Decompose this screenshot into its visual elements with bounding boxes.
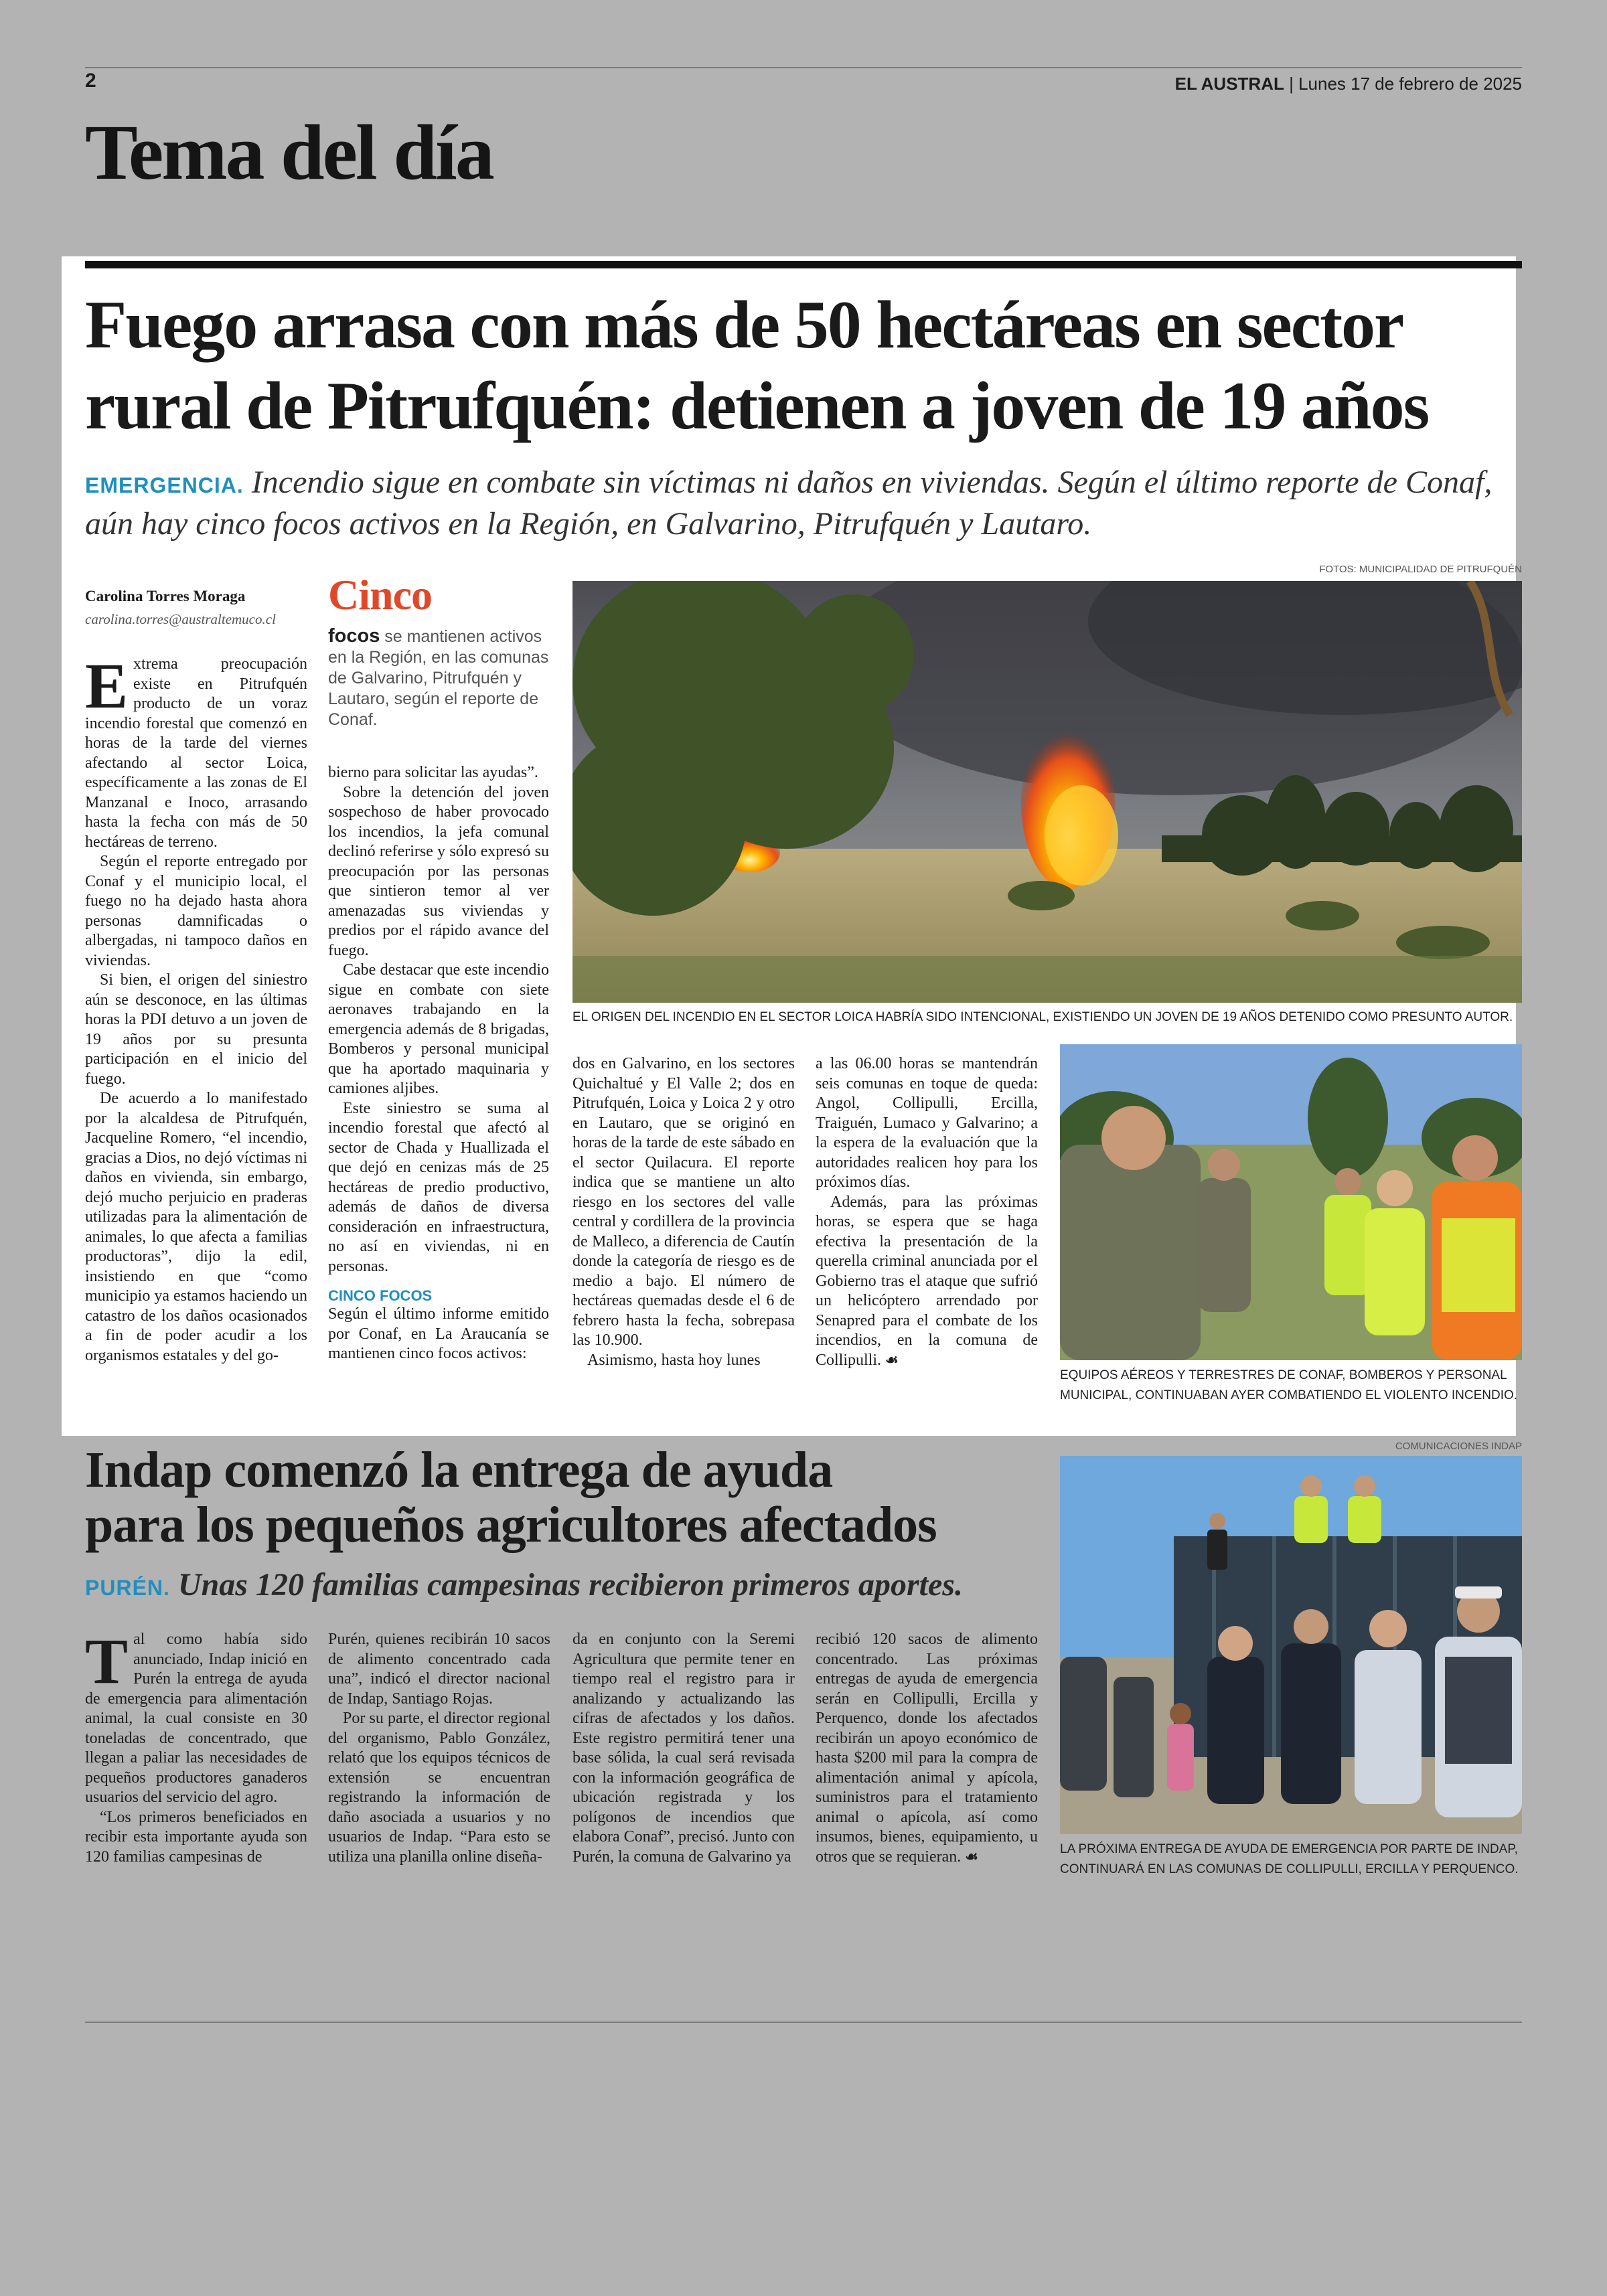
- paragraph: Tal como había sido anunciado, Indap inició en Purén la entrega de ayuda de emergencia para alimentación animal, la cual consiste en 30 toneladas de concentrado, que llegan a paliar las necesidades de pequeños productores ganaderos usuarios del servicio del agro.: [85, 1625, 307, 1806]
- indap-photo-illustration: [1060, 1456, 1522, 1834]
- author-email: carolina.torres@australtemuco.cl: [85, 611, 276, 627]
- section-title: Tema del día: [85, 108, 493, 196]
- indap-photo: [1060, 1456, 1522, 1834]
- second-column-2: [328, 1630, 550, 1867]
- end-mark-icon: ☙: [885, 1351, 899, 1368]
- headline-line-1: Fuego arrasa con más de 50 hectáreas en sector: [85, 287, 1403, 363]
- headline-rule: [85, 261, 1522, 268]
- page-number: 2: [85, 70, 96, 92]
- paragraph: Extrema preocupación existe en Pitrufquén producto de un voraz incendio forestal que comenzó en horas de la tarde del viernes afectando al sector Loica, específicamente a las zonas de El Manzanal e Inoco, arrasando hasta la fecha con más de 50 hectáreas de terreno.: [85, 650, 307, 851]
- fire-photo: [572, 581, 1522, 1003]
- paragraph: Si bien, el origen del siniestro aún se desconoce, en las últimas horas la PDI detuvo a un joven de 19 años por su presunta participación en el inicio del fuego.: [85, 971, 307, 1088]
- bottom-rule: [85, 2022, 1522, 2023]
- fire-photo-illustration: [572, 581, 1522, 1003]
- paragraph: Este siniestro se suma al incendio forestal que afectó al sector de Chada y Huallizada el que dejó en cenizas más de 25 hectáreas de predio productivo, además de daños de diversa consideración en infraestructura, no así en viviendas, ni en personas.: [328, 1099, 549, 1275]
- paragraph: Además, para las próximas horas, se espera que se haga efectiva la presentación de la querella criminal anunciada por el Gobierno tras el ataque que sufrió un helicóptero arrendado por Senapred para el combate de los incendios, en la comuna de Collipulli. ☙: [816, 1193, 1038, 1369]
- indap-photo-caption: LA PRÓXIMA ENTREGA DE AYUDA DE EMERGENCIA POR PARTE DE INDAP, CONTINUARÁ EN LAS COMUNAS DE COLLIPULLI, ERCILLA Y PERQUENCO.: [1060, 1842, 1519, 1876]
- byline: Carolina Torres Moraga: [85, 588, 246, 604]
- top-rule: [85, 67, 1522, 68]
- paragraph: Asimismo, hasta hoy lunes: [587, 1351, 761, 1369]
- second-headline-line-2: para los pequeños agricultores afectados: [85, 1497, 937, 1553]
- paragraph: a las 06.00 horas se mantendrán seis comunas en toque de queda: Angol, Collipulli, Ercilla, Traiguén, Lumaco y Galvarino; a la espera de la evaluación que la autoridades realicen hoy para los próximos días.: [816, 1055, 1038, 1191]
- deck-text: Incendio sigue en combate sin víctimas ni daños en viviendas. Según el último reporte de Conaf, aún hay cinco focos activos en la Región, en Galvarino, Pitrufquén y Lautaro.: [85, 465, 1493, 542]
- puren-tag: PURÉN.: [85, 1576, 170, 1600]
- second-headline-line-1: Indap comenzó la entrega de ayuda: [85, 1442, 833, 1498]
- callout-number: Cinco: [328, 571, 432, 619]
- callout-bold: focos: [328, 625, 380, 647]
- subhead-cinco-focos: CINCO FOCOS: [328, 1287, 433, 1304]
- paragraph: Según el reporte entregado por Conaf y el municipio local, el fuego no ha dejado hasta ahora personas damnificadas o albergadas, ni tampoco daños en viviendas.: [85, 853, 307, 969]
- second-headline: [85, 1443, 1049, 1552]
- paper-name: EL AUSTRAL: [1174, 74, 1284, 94]
- paragraph: De acuerdo a lo manifestado por la alcaldesa de Pitrufquén, Jacqueline Romero, “el incendio, gracias a Dios, no dejó víctimas ni daños en vivienda, sin embargo, dejó mucho perjuicio en praderas utilizadas para la alimentación de animales, lo que afecta a familias productoras”, dijo la edil, insistiendo en que “como municipio ya estamos haciendo un catastro de los daños ocasionados a fin de poder acudir a los organismos estatales y del go-: [85, 1090, 307, 1364]
- issue-date: Lunes 17 de febrero de 2025: [1298, 74, 1522, 94]
- emergency-tag: EMERGENCIA.: [85, 473, 244, 497]
- paragraph: Purén, quienes recibirán 10 sacos de alimento concentrado cada una”, indicó el director nacional de Indap, Santiago Rojas.: [328, 1631, 550, 1708]
- crews-photo-illustration: [1060, 1044, 1522, 1360]
- paragraph: recibió 120 sacos de alimento concentrado. Las próximas entregas de ayuda de emergencia serán en Collipulli, Ercilla y Perquenco, donde los afectados recibirán un apoyo económico de hasta $200 mil para la compra de alimentación animal y apícola, suministros para el tratamiento animal o apícola, así como insumos, bienes, equipamiento, u otros que se requieran. ☙: [816, 1631, 1038, 1866]
- indap-photo-credit: COMUNICACIONES INDAP: [1395, 1441, 1522, 1452]
- second-column-4: [816, 1630, 1038, 1867]
- masthead: EL AUSTRAL | Lunes 17 de febrero de 2025: [1174, 74, 1522, 94]
- paragraph: da en conjunto con la Seremi Agricultura que permite tener en tiempo real el registro para ir analizando y actualizando las cifras de afectados y los daños. Este registro permitirá tener una base sólida, la cual será revisada con la información geográfica de ubicación registrada y los polígonos de incendios que elabora Conaf”, precisó. Junto con Purén, la comuna de Galvarino ya: [572, 1631, 795, 1866]
- second-deck: PURÉN. Unas 120 familias campesinas recibieron primeros aportes.: [85, 1567, 963, 1603]
- drop-cap: E: [85, 650, 129, 722]
- paragraph: Según el último informe emitido por Conaf, en La Araucanía se mantienen cinco focos activos:: [328, 1305, 549, 1362]
- photo-credit: FOTOS: MUNICIPALIDAD DE PITRUFQUÉN: [1319, 564, 1522, 575]
- main-column-3: [572, 1054, 795, 1370]
- second-column-3: [572, 1630, 795, 1867]
- headline-line-2: rural de Pitrufquén: detienen a joven de 19 años: [85, 368, 1429, 444]
- main-headline: [85, 284, 1518, 446]
- end-mark-icon: ☙: [965, 1848, 978, 1865]
- crews-photo: [1060, 1044, 1522, 1360]
- paragraph: Por su parte, el director regional del organismo, Pablo González, relató que los equipos técnicos de extensión se encuentran registrando la información de daño asociada a usuarios y no usuarios de Indap. “Para esto se utiliza una planilla online diseña-: [328, 1710, 550, 1866]
- paragraph: Cabe destacar que este incendio sigue en combate con siete aeronaves trabajando en la emergencia además de 8 brigadas, Bomberos y personal municipal que ha aportado maquinaria y camiones aljibes.: [328, 961, 549, 1097]
- paragraph: bierno para solicitar las ayudas”.: [328, 764, 538, 781]
- main-deck: [85, 462, 1522, 545]
- main-column-1: [85, 650, 307, 1366]
- second-column-1: [85, 1625, 307, 1867]
- main-column-2: [328, 763, 549, 1364]
- paragraph: dos en Galvarino, en los sectores Quichaltué y El Valle 2; dos en Pitrufquén, Loica y Loica 2 y otro en Lautaro, que se originó en horas de la tarde de este sábado en el sector Quilacura. El reporte indica que se mantiene un alto riesgo en los sectores del valle central y cordillera de la provincia de Malleco, a diferencia de Cautín donde la categoría de riesgo es de medio a bajo. El número de hectáreas quemadas desde el 6 de febrero hasta la fecha, sobrepasa las 10.900.: [572, 1055, 795, 1349]
- callout-text: focos se mantienen activos en la Región, en las comunas de Galvarino, Pitrufquén y Lautaro, según el reporte de Conaf.: [328, 625, 549, 729]
- drop-cap: T: [85, 1625, 129, 1697]
- paragraph: Sobre la detención del joven sospechoso de haber provocado los incendios, la jefa comunal declinó referirse y sólo expresó su preocupación por las personas que sintieron temor al ver amenazadas sus viviendas y predios por el rápido avance del fuego.: [328, 783, 549, 959]
- fire-photo-caption: EL ORIGEN DEL INCENDIO EN EL SECTOR LOICA HABRÍA SIDO INTENCIONAL, EXISTIENDO UN JOVEN DE 19 AÑOS DETENIDO COMO PRESUNTO AUTOR.: [572, 1010, 1513, 1024]
- paragraph: “Los primeros beneficiados en recibir esta importante ayuda son 120 familias campesinas de: [85, 1808, 307, 1866]
- crews-photo-caption: EQUIPOS AÉREOS Y TERRESTRES DE CONAF, BOMBEROS Y PERSONAL MUNICIPAL, CONTINUABAN AYER COMBATIENDO EL VIOLENTO INCENDIO.: [1060, 1368, 1518, 1402]
- main-column-4: [816, 1054, 1038, 1370]
